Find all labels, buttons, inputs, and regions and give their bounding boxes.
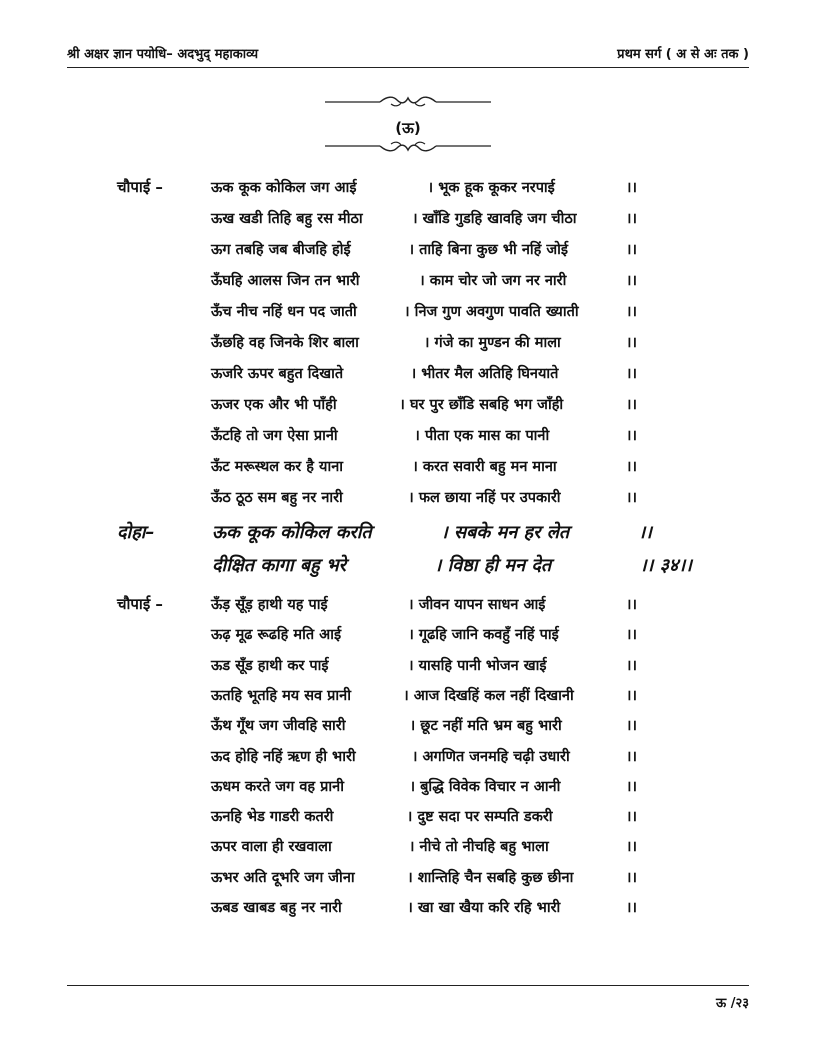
verse-second-half: । छूट नहीं मति भ्रम बहु भारी [409, 718, 562, 735]
verse-line [211, 776, 637, 796]
verse-line [211, 177, 637, 197]
verse-line [211, 239, 637, 259]
verse-end-mark: ।। [625, 627, 637, 644]
verse-second-half: । भूक हूक कूकर नरपाई [427, 180, 555, 196]
verse-first-half: ऊजर एक और भी पाँही [211, 397, 337, 413]
verse-first-half: ऊँठ ठूठ सम बहु नर नारी [211, 490, 343, 506]
verse-end-mark: ।। [626, 490, 637, 506]
section-title: (ऊ) [395, 119, 421, 137]
verse-second-half: । काम चोर जो जग नर नारी [419, 273, 567, 289]
verse-first-half: ऊद होहि नहिं ऋण ही भारी [211, 748, 356, 765]
verse-first-half: ऊँट मरूस्थल कर है याना [211, 459, 344, 475]
verse-end-mark: ।। [626, 242, 637, 258]
verse-second-half: । दुष्ट सदा पर सम्पति डकरी [406, 809, 553, 826]
verse-first-half: ऊबड खाबड बहु नर नारी [211, 900, 342, 916]
doha-line-2 [212, 553, 692, 577]
verse-end-mark: ।। [625, 304, 637, 320]
verse-second-half: । फल छाया नहिं पर उपकारी [408, 490, 561, 506]
verse-first-half: ऊग तबहि जब बीजहि होई [211, 242, 351, 258]
verse-line [211, 867, 637, 887]
doha-line-1-end: ।। [638, 522, 652, 543]
header-rule [67, 67, 749, 68]
verse-end-mark: ।। [625, 778, 637, 795]
doha-line-2-second-half: । विष्ठा ही मन देत [434, 555, 552, 576]
doha-line-1-second-half: । सबके मन हर लेत [440, 522, 570, 543]
chaupai-label-2: चौपाई – [117, 595, 163, 613]
verse-line [211, 746, 637, 766]
verse-first-half: ऊँड़ सूँड़ हाथी यह पाई [211, 597, 328, 613]
verse-line [211, 332, 637, 352]
page-number: ऊ /२३ [716, 996, 749, 1011]
doha-line-1-first-half: ऊक कूक कोकिल करति [212, 522, 372, 543]
header-chapter: प्रथम सर्ग ( अ से अः तक ) [617, 47, 749, 62]
verse-first-half: ऊख खडी तिहि बहु रस मीठा [211, 211, 363, 227]
verse-line [211, 685, 637, 705]
doha-line-1 [212, 520, 692, 544]
verse-end-mark: ।। [626, 718, 637, 735]
verse-end-mark: ।। [626, 809, 637, 826]
verse-second-half: । नीचे तो नीचहि बहु भाला [409, 839, 549, 856]
verse-line [211, 487, 637, 507]
verse-line [211, 836, 637, 856]
verse-end-mark: ।। [625, 869, 637, 886]
verse-second-half: । करत सवारी बहु मन माना [412, 459, 557, 475]
header-book-title: श्री अक्षर ज्ञान पयोधि– अदभुद् महाकाव्य [67, 47, 259, 62]
verse-first-half: ऊड सूँड हाथी कर पाई [211, 657, 329, 674]
verse-line [211, 394, 637, 414]
verse-second-half: । निज गुण अवगुण पावति ख्याती [404, 304, 579, 320]
verse-end-mark: ।। [625, 397, 637, 413]
verse-first-half: ऊभर अति दूभरि जग जीना [211, 869, 355, 886]
footer-rule [67, 985, 749, 986]
verse-second-half: । बुद्धि विवेक विचार न आनी [409, 778, 561, 795]
verse-first-half: ऊढ़ मूढ रूढहि मति आई [211, 627, 342, 644]
verse-end-mark: ।। [625, 597, 637, 613]
verse-second-half: । यासहि पानी भोजन खाई [408, 657, 547, 674]
verse-second-half: । खाँडि गुडहि खावहि जग चीठा [412, 211, 577, 227]
verse-line [211, 624, 637, 644]
verse-line [211, 425, 637, 445]
verse-second-half: । ताहि बिना कुछ भी नहिं जोई [408, 242, 569, 258]
verse-end-mark: ।। [625, 657, 637, 674]
verse-second-half: । गूढहि जानि कवहुँ नहिं पाई [408, 627, 559, 644]
verse-end-mark: ।। [625, 211, 637, 227]
verse-end-mark: ।। [626, 273, 637, 289]
verse-end-mark: ।। [626, 366, 637, 382]
verse-end-mark: ।। [626, 180, 637, 196]
bottom-ornament-divider [325, 141, 491, 153]
verse-line [211, 594, 637, 614]
verse-second-half: । जीवन यापन साधन आई [408, 597, 546, 613]
verse-first-half: ऊँथ गूँथ जग जीवहि सारी [211, 718, 346, 735]
verse-second-half: । अगणित जनमहि चढ़ी उधारी [411, 748, 570, 765]
verse-second-half: । पीता एक मास का पानी [414, 428, 550, 444]
verse-line [211, 456, 637, 476]
verse-line [211, 897, 637, 917]
verse-end-mark: ।। [626, 428, 637, 444]
verse-first-half: ऊजरि ऊपर बहुत दिखाते [211, 366, 344, 382]
verse-first-half: ऊँटहि तो जग ऐसा प्रानी [211, 428, 338, 444]
top-ornament-divider [325, 95, 491, 107]
verse-line [211, 208, 637, 228]
verse-second-half: । भीतर मैल अतिहि घिनयाते [410, 366, 559, 382]
verse-line [211, 655, 637, 675]
verse-second-half: । शान्तिहि चैन सबहि कुछ छीना [407, 869, 574, 886]
verse-end-mark: ।। [626, 687, 637, 704]
doha-line-2-first-half: दीक्षित कागा बहु भरे [212, 555, 346, 576]
verse-second-half: । गंजे का मुण्डन की माला [424, 335, 561, 351]
verse-end-mark: ।। [625, 748, 637, 765]
verse-line [211, 363, 637, 383]
doha-verse-number: ।। ३४।। [639, 555, 692, 576]
verse-second-half: । घर पुर छाँडि सबहि भग जाँही [399, 397, 564, 413]
verse-second-half: । आज दिखहिं कल नहीं दिखानी [403, 687, 574, 704]
verse-first-half: ऊधम करते जग वह प्रानी [211, 778, 344, 795]
verse-first-half: ऊँच नीच नहिं धन पद जाती [211, 304, 357, 320]
verse-line [211, 715, 637, 735]
verse-first-half: ऊँछहि वह जिनके शिर बाला [211, 335, 359, 351]
verse-first-half: ऊतहि भूतहि मय सव प्रानी [211, 687, 351, 704]
verse-second-half: । खा खा खैया करि रहि भारी [407, 900, 561, 916]
verse-first-half: ऊँघहि आलस जिन तन भारी [211, 273, 360, 289]
verse-end-mark: ।। [625, 459, 637, 475]
verse-first-half: ऊक कूक कोकिल जग आई [211, 180, 357, 196]
verse-line [211, 270, 637, 290]
verse-end-mark: ।। [626, 335, 637, 351]
doha-label: दोहा– [117, 522, 155, 543]
verse-end-mark: ।। [625, 900, 637, 916]
verse-first-half: ऊनहि भेड गाडरी कतरी [211, 809, 334, 826]
verse-line [211, 806, 637, 826]
verse-first-half: ऊपर वाला ही रखवाला [211, 839, 332, 856]
verse-line [211, 301, 637, 321]
chaupai-label-1: चौपाई – [117, 178, 163, 196]
verse-end-mark: ।। [626, 839, 637, 856]
